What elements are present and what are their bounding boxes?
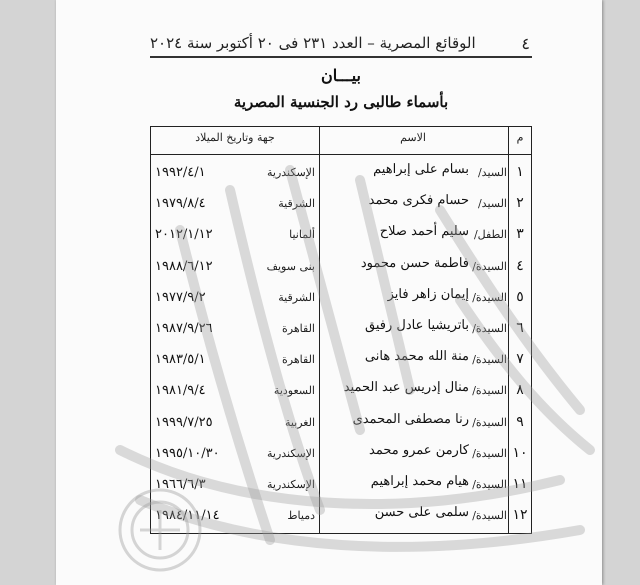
table-row <box>151 501 531 532</box>
table-row <box>151 314 531 345</box>
column-header-name: الاسم <box>400 131 426 144</box>
birth-place: دمياط <box>287 509 315 523</box>
applicant-name: باتريشيا عادل رفيق <box>365 318 469 333</box>
birth-place: القاهرة <box>282 353 315 367</box>
birth-place: الإسكندرية <box>267 166 315 179</box>
applicant-name: كارمن عمرو محمد <box>369 442 469 458</box>
birth-date: ١٩٨٣/٥/١ <box>155 352 206 368</box>
birth-place: القاهرة <box>282 322 315 335</box>
birth-place: الشرقية <box>278 290 315 304</box>
table-row <box>151 345 531 376</box>
honorific: السيد/ <box>477 197 507 211</box>
row-number: ١٢ <box>512 507 528 524</box>
page-number: ٤ <box>521 33 530 53</box>
birth-date: ١٩٩٩/٧/٢٥ <box>155 414 213 430</box>
honorific: السيدة/ <box>472 290 507 304</box>
applicant-name: سلمى على حسن <box>374 505 469 521</box>
birth-date: ١٩٧٩/٨/٤ <box>155 196 206 212</box>
birth-date: ١٩٩٢/٤/١ <box>155 165 206 180</box>
row-number: ١ <box>516 164 524 180</box>
table-row <box>151 252 531 283</box>
table-row <box>151 470 531 501</box>
table-row <box>151 220 531 251</box>
applicant-name: رنا مصطفى المحمدى <box>352 411 469 427</box>
birth-date: ١٩٦٦/٦/٣ <box>155 477 206 492</box>
row-number: ٣ <box>516 226 524 243</box>
header-divider <box>151 154 531 155</box>
running-title: الوقائع المصرية – العدد ٢٣١ فى ٢٠ أكتوبر سنة ٢٠٢٤ <box>150 34 476 52</box>
table-row <box>151 376 531 407</box>
honorific: السيد/ <box>477 166 507 179</box>
table-row <box>151 158 531 189</box>
row-number: ٦ <box>516 320 524 336</box>
row-number: ٧ <box>516 351 524 368</box>
running-header <box>150 30 530 56</box>
birth-place: الإسكندرية <box>267 446 315 460</box>
row-number: ٤ <box>516 257 524 274</box>
row-number: ٩ <box>516 413 524 430</box>
birth-place: الإسكندرية <box>267 478 315 491</box>
birth-date: ١٩٧٧/٩/٢ <box>155 289 206 305</box>
honorific: الطفل/ <box>473 228 507 242</box>
applicants-table <box>150 126 532 534</box>
row-number: ٢ <box>516 195 524 212</box>
honorific: السيدة/ <box>472 353 507 367</box>
applicant-name: إيمان زاهر فايز <box>387 286 469 302</box>
column-header-number: م <box>516 131 524 144</box>
birth-date: ١٩٨١/٩/٤ <box>155 383 206 399</box>
birth-date: ١٩٨٧/٩/٢٦ <box>155 321 213 336</box>
honorific: السيدة/ <box>472 384 507 398</box>
table-row <box>151 283 531 314</box>
birth-place: الغربية <box>284 415 315 429</box>
header-rule <box>150 56 532 58</box>
applicant-name: منال إدريس عبد الحميد <box>343 380 469 396</box>
table-row <box>151 189 531 220</box>
birth-place: الشرقية <box>278 197 315 211</box>
honorific: السيدة/ <box>472 509 507 523</box>
applicant-name: هيام محمد إبراهيم <box>370 474 469 489</box>
birth-date: ١٩٨٤/١١/١٤ <box>155 508 220 524</box>
birth-date: ١٩٩٥/١٠/٣٠ <box>155 445 220 461</box>
birth-date: ٢٠١٢/١/١٢ <box>155 227 213 243</box>
birth-place: ألمانيا <box>289 228 315 242</box>
document-title: بيـــان <box>321 66 361 85</box>
honorific: السيدة/ <box>472 446 507 460</box>
birth-date: ١٩٨٨/٦/١٢ <box>155 258 213 274</box>
honorific: السيدة/ <box>472 478 507 491</box>
table-row <box>151 408 531 439</box>
applicant-name: فاطمة حسن محمود <box>360 255 469 271</box>
birth-place: السعودية <box>273 384 315 398</box>
column-header-place-date: جهة وتاريخ الميلاد <box>195 131 275 144</box>
applicant-name: حسام فكرى محمد <box>368 193 469 209</box>
row-number: ١١ <box>512 476 528 492</box>
row-number: ٥ <box>516 288 524 305</box>
row-number: ١٠ <box>512 444 528 461</box>
honorific: السيدة/ <box>472 322 507 335</box>
honorific: السيدة/ <box>472 259 507 273</box>
table-row <box>151 439 531 470</box>
applicant-name: بسام على إبراهيم <box>373 162 469 177</box>
applicant-name: منة الله محمد هانى <box>364 349 469 365</box>
applicant-name: سليم أحمد صلاح <box>379 224 469 240</box>
document-subtitle: بأسماء طالبى رد الجنسية المصرية <box>233 93 449 111</box>
birth-place: بنى سويف <box>266 259 315 273</box>
row-number: ٨ <box>516 382 524 399</box>
honorific: السيدة/ <box>472 415 507 429</box>
